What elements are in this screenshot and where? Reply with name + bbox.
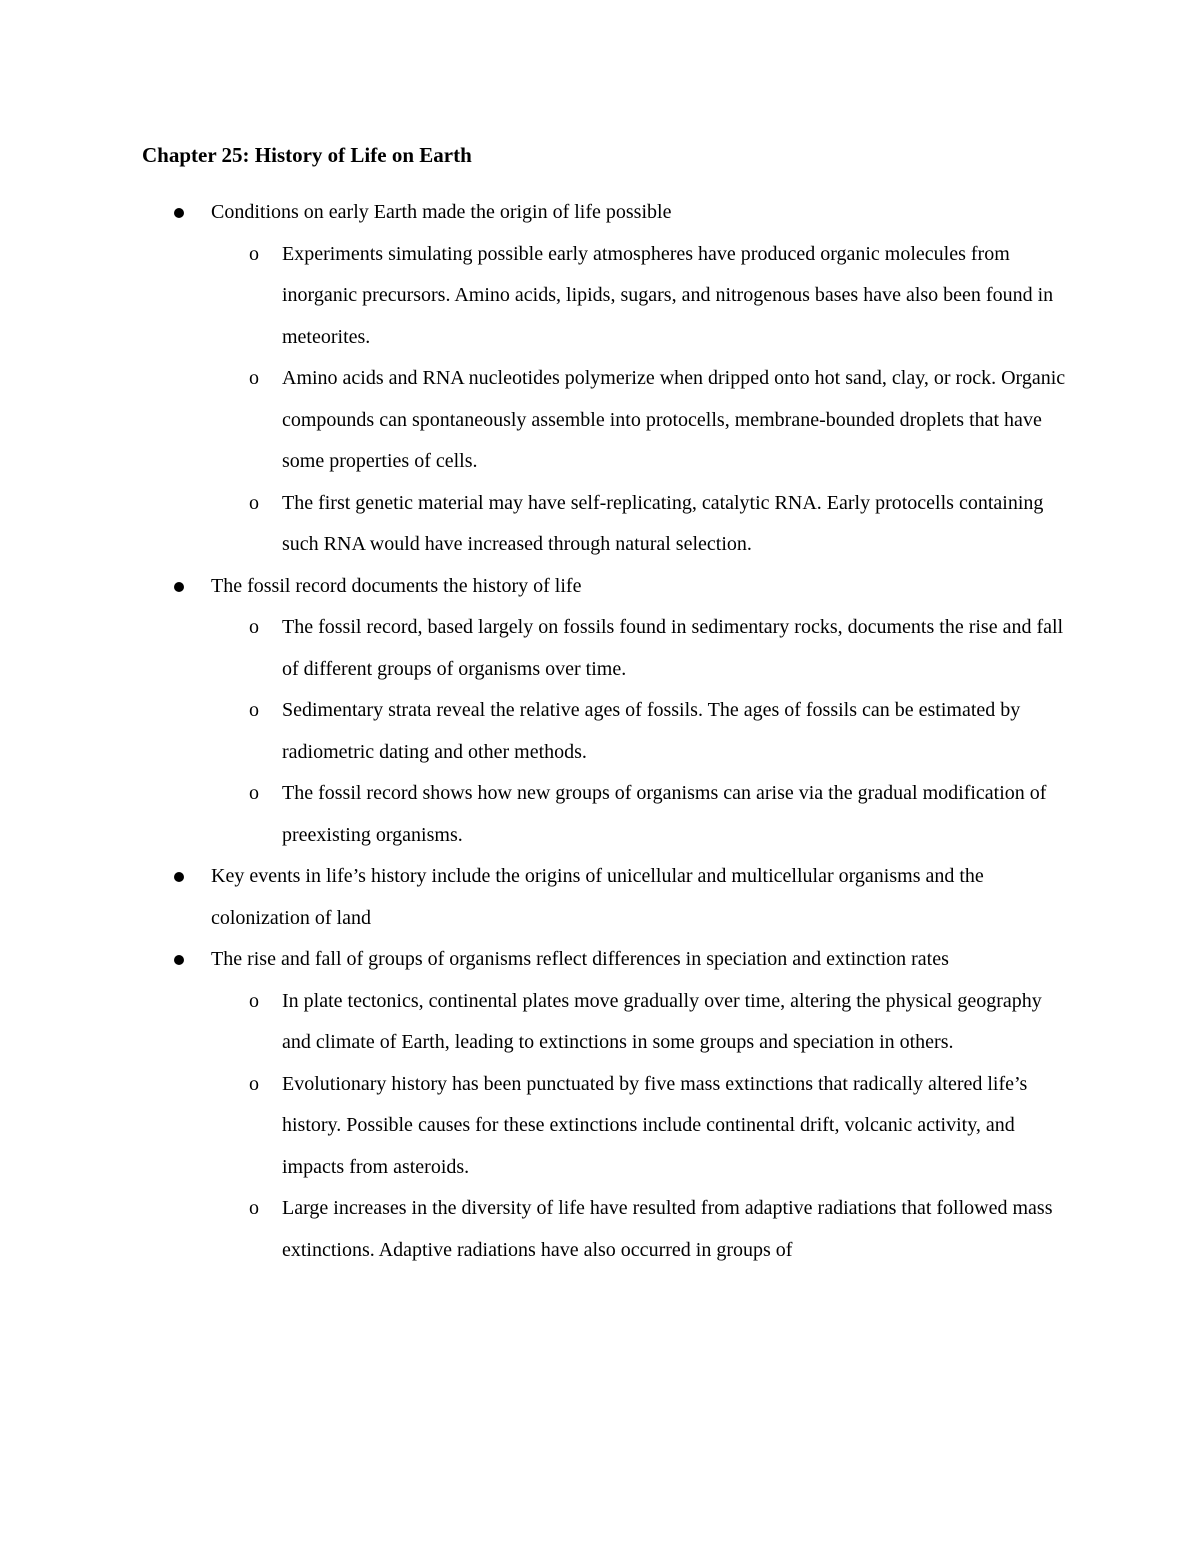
bullet-text: Conditions on early Earth made the origin of life possible — [211, 201, 672, 223]
circle-bullet-icon: o — [249, 491, 259, 514]
bullet-item — [0, 939, 1071, 981]
bullet-dot-icon — [174, 872, 184, 882]
sub-item — [0, 1064, 1072, 1189]
outline-list — [0, 192, 1200, 1271]
circle-bullet-icon: o — [249, 1197, 259, 1219]
bullet-item — [0, 192, 1071, 234]
sub-item — [0, 234, 1072, 359]
bullet-dot-icon — [174, 955, 184, 965]
sub-item-text: The fossil record shows how new groups of organisms can arise via the gradual modification of preexisting organisms. — [282, 782, 1047, 846]
sub-item — [0, 690, 1072, 773]
bullet-dot-icon — [174, 582, 184, 592]
sub-item-text: The fossil record, based largely on fossils found in sedimentary rocks, documents the rise and fall of different groups of organisms over time. — [282, 616, 1064, 680]
bullet-item — [0, 856, 1071, 939]
sub-item — [0, 981, 1072, 1064]
circle-bullet-icon: o — [249, 367, 259, 389]
sub-item — [0, 1188, 1072, 1271]
sub-item-text: Amino acids and RNA nucleotides polymerize when dripped onto hot sand, clay, or rock. Organic compounds can spontaneously assemble into protocells, membrane-bounded droplets that have some properties of cells. — [282, 367, 1066, 472]
sub-item-text: The first genetic material may have self-replicating, catalytic RNA. Early protocells containing such RNA would have increased through natural selection. — [282, 491, 1044, 555]
circle-bullet-icon: o — [249, 989, 259, 1012]
sub-item — [0, 483, 1072, 566]
circle-bullet-icon: o — [249, 616, 259, 638]
circle-bullet-icon: o — [249, 699, 259, 721]
sub-item — [0, 358, 1072, 483]
sub-item — [0, 773, 1072, 856]
sub-item-text: Evolutionary history has been punctuated by five mass extinctions that radically altered life’s history. Possible causes for these extinctions include continental drift, volcanic activity, and impacts from asteroids. — [282, 1072, 1028, 1178]
bullet-dot-icon — [174, 208, 184, 218]
sub-item-text: Large increases in the diversity of life have resulted from adaptive radiations that followed mass extinctions. Adaptive radiations have also occurred in groups of — [282, 1197, 1053, 1261]
bullet-item — [0, 566, 1071, 608]
bullet-text: The rise and fall of groups of organisms reflect differences in speciation and extinction rates — [211, 948, 949, 970]
sub-item-text: Experiments simulating possible early atmospheres have produced organic molecules from inorganic precursors. Amino acids, lipids, sugars, and nitrogenous bases have also been found in meteorites. — [282, 242, 1054, 348]
page-title: Chapter 25: History of Life on Earth — [142, 143, 472, 167]
sub-item-text: Sedimentary strata reveal the relative ages of fossils. The ages of fossils can be estimated by radiometric dating and other methods. — [282, 699, 1021, 763]
bullet-text: The fossil record documents the history of life — [211, 574, 582, 597]
circle-bullet-icon: o — [249, 242, 259, 265]
sub-item — [0, 607, 1072, 690]
circle-bullet-icon: o — [249, 782, 259, 804]
bullet-text: Key events in life’s history include the origins of unicellular and multicellular organisms and the colonization of land — [211, 865, 984, 929]
circle-bullet-icon: o — [249, 1072, 259, 1095]
sub-item-text: In plate tectonics, continental plates move gradually over time, altering the physical geography and climate of Earth, leading to extinctions in some groups and speciation in others. — [282, 989, 1042, 1053]
